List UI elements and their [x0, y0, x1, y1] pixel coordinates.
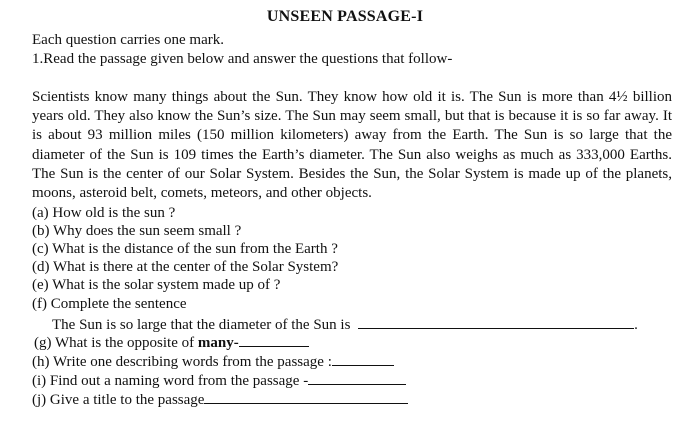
question-f-sentence	[52, 314, 638, 334]
question-j-text: (j) Give a title to the passage	[32, 392, 205, 408]
question-a: (a) How old is the sun ?	[32, 205, 176, 221]
answer-blank-f[interactable]	[358, 314, 634, 329]
question-g	[34, 332, 309, 352]
answer-blank-g[interactable]	[239, 332, 309, 347]
question-g-text: (g) What is the opposite of	[34, 335, 195, 351]
question-i-text: (i) Find out a naming word from the passage -	[32, 373, 309, 389]
passage-text: Scientists know many things about the Sun. They know how old it is. The Sun is more than 4½ billion years old. They also know the Sun’s size. The Sun may seem small, but that is because it is so far away. It is about 93 million miles (150 million kilometers) away from the Earth. The Sun is so large that the diameter of the Sun is 109 times the Earth’s diameter. The Sun also weighs as much as 333,000 Earths. The Sun is the center of our Solar System. Besides the Sun, the Solar System is made up of the planets, moons, asteroid belt, comets, meteors, and other objects.	[32, 89, 672, 202]
marks-instruction: Each question carries one mark.	[32, 32, 225, 48]
answer-blank-j[interactable]	[204, 389, 408, 404]
question-f-sentence-text: The Sun is so large that the diameter of the Sun is	[52, 317, 351, 333]
worksheet-title: UNSEEN PASSAGE-I	[266, 8, 424, 25]
answer-blank-h[interactable]	[332, 351, 394, 366]
question-d: (d) What is there at the center of the Solar System?	[32, 259, 339, 275]
question-f: (f) Complete the sentence	[32, 296, 187, 312]
question-e: (e) What is the solar system made up of ?	[32, 277, 281, 293]
question-i	[32, 370, 406, 390]
question-j	[32, 389, 408, 409]
question-c: (c) What is the distance of the sun from the Earth ?	[32, 241, 338, 257]
task-instruction: 1.Read the passage given below and answer the questions that follow-	[32, 51, 453, 67]
question-g-word: many-	[197, 335, 239, 351]
question-h-text: (h) Write one describing words from the passage :	[32, 354, 332, 370]
question-h	[32, 351, 394, 371]
question-b: (b) Why does the sun seem small ?	[32, 223, 242, 239]
answer-blank-i[interactable]	[308, 370, 406, 385]
question-f-sentence-end: .	[634, 317, 638, 333]
